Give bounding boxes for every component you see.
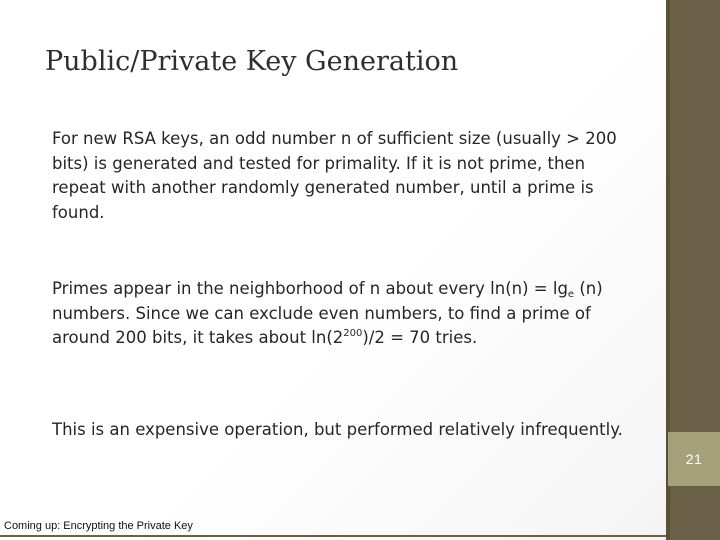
paragraph-rsa-keys: For new RSA keys, an odd number n of sufficient size (usually > 200 bits) is generated and tested for primality. If it is not prime, then repeat with another randomly generated number, until a prime is found.: [52, 129, 617, 222]
prime-density-text-1: Primes appear in the neighborhood of n about every ln(n) = lg: [52, 279, 568, 298]
bottom-rule: [0, 535, 666, 537]
footer-note: Coming up: Encrypting the Private Key: [4, 520, 193, 532]
superscript-200: 200: [343, 328, 363, 339]
page-number: 21: [685, 451, 703, 467]
paragraph-prime-density: [52, 277, 632, 351]
prime-density-text-2: (n) numbers. Since we can exclude even numbers, to find a prime of around 200 bits, it takes about ln(2: [52, 279, 603, 347]
paragraph-expensive-operation: This is an expensive operation, but performed relatively infrequently.: [52, 420, 623, 439]
prime-density-text-3: )/2 = 70 tries.: [362, 328, 478, 347]
page-number-badge: [668, 432, 720, 486]
slide-title: Public/Private Key Generation: [45, 46, 459, 77]
subscript-e: e: [567, 289, 575, 300]
